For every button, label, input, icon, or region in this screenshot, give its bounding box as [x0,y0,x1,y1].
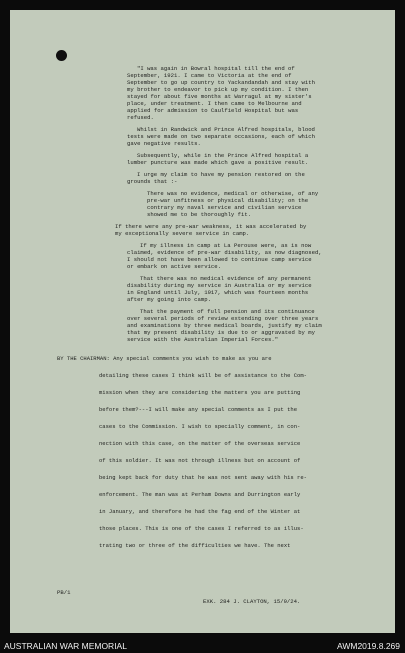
text-line: grounds that :- [127,178,178,185]
text-line: Whilst in Randwick and Prince Alfred hospitals, blood [137,126,315,133]
text-line: contrary my naval service and civilian service [147,204,302,211]
text-line: over several periods of review extending over three years [127,315,319,322]
document-page [10,10,395,633]
text-line: in England until July, 1917, which was fourteen months [127,289,309,296]
text-line: after my going into camp. [127,296,211,303]
text-line: stayed for about five months at Warragul at my sister's [127,93,312,100]
text-line: Subsequently, while in the Prince Alfred hospital a [137,152,309,159]
text-line: PB/1 [57,589,71,596]
text-line: or embark on active service. [127,263,221,270]
text-line: That there was no medical evidence of any permanent [140,275,312,282]
text-line: being kept back for duty that he was not sent away with his re- [99,474,307,481]
text-line: place, under treatment. I then came to Melbourne and [127,100,302,107]
text-line: detailing these cases I think will be of assistance to the Com- [99,372,307,379]
text-line: If my illness in camp at La Perouse were, as is now [140,242,312,249]
text-line: "I was again in Bowral hospital till the end of [137,65,295,72]
text-line: BY THE CHAIRMAN: Any special comments you wish to make as you are [57,355,272,362]
text-line: before them?---I will make any special comments as I put the [99,406,298,413]
text-line: and examinations by three medical boards, justify my claim [127,322,322,329]
text-line: of this soldier. It was not through illness but on account of [99,457,301,464]
footer-institution: AUSTRALIAN WAR MEMORIAL [4,641,127,651]
text-line: nection with this case, on the matter of the overseas service [99,440,301,447]
text-line: EXK. 284 J. CLAYTON, 15/9/24. [203,598,301,605]
text-line: refused. [127,114,154,121]
text-line: that my present disability is due to or aggravated by my [127,329,315,336]
text-line: If there were any pre-war weakness, it was accelerated by [115,223,307,230]
text-line: my exceptionally severe service in camp. [115,230,250,237]
text-line: enforcement. The man was at Perham Downs and Durrington early [99,491,301,498]
text-line: September, 1921. I came to Victoria at the end of [127,72,292,79]
text-line: trating two or three of the difficulties we have. The next [99,542,291,549]
text-line: September to go up country to Yackandandah and stay with [127,79,315,86]
footer-bar [0,639,405,653]
text-line: pre-war unfitness or physical disability; on the [147,197,309,204]
text-line: disability during my service in Australia or my service [127,282,312,289]
text-line: those places. This is one of the cases I referred to as illus- [99,525,304,532]
text-line: service with the Australian Imperial Forces." [127,336,279,343]
text-line: my brother to endeavor to pick up my condition. I then [127,86,309,93]
text-line: mission when they are considering the matters you are putting [99,389,301,396]
text-line: There was no evidence, medical or otherwise, of any [147,190,319,197]
punch-hole [56,50,67,61]
text-line: lumber puncture was made which gave a positive result. [127,159,309,166]
text-line: That the payment of full pension and its continuance [140,308,315,315]
text-line: claimed, evidence of pre-war disability, as now diagnosed, [127,249,322,256]
footer-item-id: AWM2019.8.269 [337,641,400,651]
text-line: I should not have been allowed to continue camp service [127,256,312,263]
text-line: I urge my claim to have my pension restored on the [137,171,305,178]
text-line: showed me to be thoroughly fit. [147,211,252,218]
text-line: applied for admission to Caulfield Hospital but was [127,107,299,114]
text-line: cases to the Commission. I wish to specially comment, in con- [99,423,301,430]
text-line: in January, and therefore he had the fag end of the Winter at [99,508,301,515]
text-line: gave negative results. [127,140,201,147]
text-line: tests were made on two separate occasions, each of which [127,133,315,140]
